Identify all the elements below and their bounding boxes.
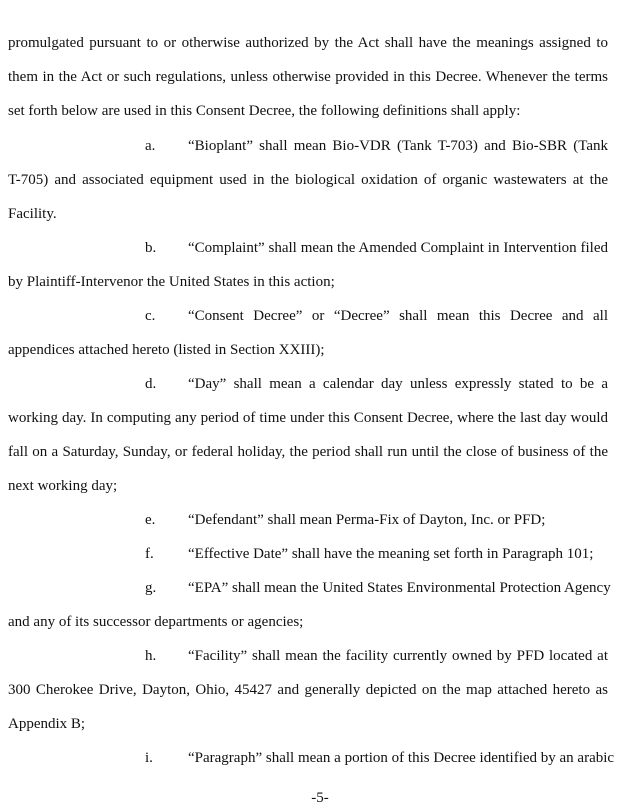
definition-text: and any of its successor departments or agencies; bbox=[8, 614, 304, 630]
definition-text: “Complaint” shall mean the Amended Complaint in Intervention filed bbox=[188, 240, 608, 256]
page-number: -5- bbox=[311, 790, 329, 806]
definition-text: “Defendant” shall mean Perma-Fix of Dayton, Inc. or PFD; bbox=[188, 512, 546, 528]
definition-text: appendices attached hereto (listed in Section XXIII); bbox=[8, 342, 325, 358]
definition-label: b. bbox=[145, 240, 157, 256]
definition-text: “Effective Date” shall have the meaning set forth in Paragraph 101; bbox=[188, 546, 594, 562]
definition-text: “Day” shall mean a calendar day unless expressly stated to be a bbox=[188, 376, 608, 392]
intro-line: set forth below are used in this Consent Decree, the following definitions shall apply: bbox=[8, 103, 521, 119]
intro-line: them in the Act or such regulations, unless otherwise provided in this Decree. Whenever the terms bbox=[8, 69, 608, 85]
definition-text: “Paragraph” shall mean a portion of this Decree identified by an arabic bbox=[188, 750, 615, 766]
intro-line: promulgated pursuant to or otherwise authorized by the Act shall have the meanings assigned to bbox=[8, 35, 608, 51]
definition-text: “Facility” shall mean the facility currently owned by PFD located at bbox=[188, 648, 608, 664]
definition-text: Appendix B; bbox=[8, 716, 86, 732]
definition-text: T-705) and associated equipment used in the biological oxidation of organic wastewaters at the bbox=[8, 172, 608, 188]
definition-label: g. bbox=[145, 580, 157, 596]
definition-label: h. bbox=[145, 648, 157, 664]
definition-label: e. bbox=[145, 512, 156, 528]
definition-text: “EPA” shall mean the United States Environmental Protection Agency bbox=[188, 580, 611, 596]
definition-text: “Bioplant” shall mean Bio-VDR (Tank T-703) and Bio-SBR (Tank bbox=[188, 138, 608, 154]
definition-text: next working day; bbox=[8, 478, 118, 494]
definition-text: by Plaintiff-Intervenor the United States in this action; bbox=[8, 274, 335, 290]
definition-label: a. bbox=[145, 138, 156, 154]
definition-text: working day. In computing any period of time under this Consent Decree, where the last day would bbox=[8, 410, 608, 426]
definition-label: f. bbox=[145, 546, 154, 562]
definition-text: 300 Cherokee Drive, Dayton, Ohio, 45427 and generally depicted on the map attached hereto as bbox=[8, 682, 608, 698]
definition-text: Facility. bbox=[8, 206, 57, 222]
definition-label: d. bbox=[145, 376, 157, 392]
definition-label: i. bbox=[145, 750, 153, 766]
definition-label: c. bbox=[145, 308, 156, 324]
definition-text: fall on a Saturday, Sunday, or federal holiday, the period shall run until the close of business of the bbox=[8, 444, 608, 460]
definition-text: “Consent Decree” or “Decree” shall mean this Decree and all bbox=[188, 308, 608, 324]
